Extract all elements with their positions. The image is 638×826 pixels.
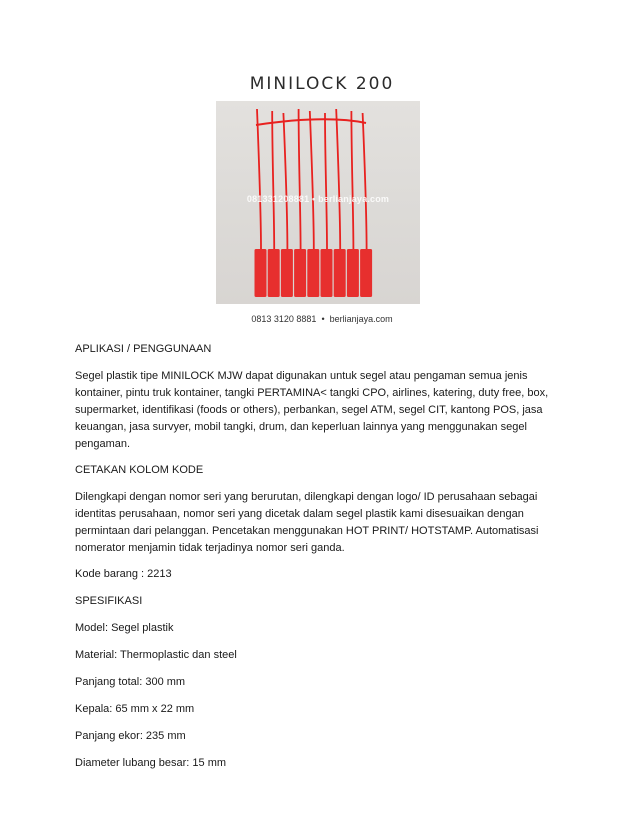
seal-tail	[310, 111, 314, 249]
section-heading-aplikasi: APLIKASI / PENGGUNAAN	[75, 343, 212, 355]
caption-phone: 0813 3120 8881	[251, 314, 317, 324]
paragraph-aplikasi: Segel plastik tipe MINILOCK MJW dapat digunakan untuk segel atau pengaman semua jenis kontainer, pintu truk kontainer, tangki PERTAMINA< tangki CPO, airlines, katering, duty free, box, supermarket, identifikasi (foods or others), perbankan, segel ATM, segel CIT, kantong POS, jasa keuangan, jasa survyer, mobil tangki, drum, dan keperluan lainnya yang menggunakan segel pengaman.	[75, 370, 549, 450]
seal-tail	[363, 113, 367, 249]
seal-tail	[299, 109, 301, 249]
spec-item: Kepala: 65 mm x 22 mm	[75, 703, 195, 715]
seal-head	[255, 249, 267, 297]
seal-tail	[283, 113, 287, 249]
spec-item: Panjang ekor: 235 mm	[75, 730, 186, 742]
figure-title: MINILOCK 200	[249, 74, 395, 94]
product-photo	[216, 101, 420, 304]
seal-tail	[351, 111, 353, 249]
section-heading-spesifikasi: SPESIFIKASI	[75, 595, 143, 607]
figure-caption	[206, 314, 438, 324]
document-body	[75, 341, 570, 782]
seal-tail	[325, 113, 327, 249]
seal-head	[307, 249, 319, 297]
seal-head	[321, 249, 333, 297]
paragraph-cetakan: Dilengkapi dengan nomor seri yang berurutan, dilengkapi dengan logo/ ID perusahaan sebagai identitas perusahaan, nomor seri yang dicetak dalam segel plastik kami disesuaikan dengan permintaan dari pelanggan. Pencetakan menggunakan HOT PRINT/ HOTSTAMP. Automatisasi nomerator menjamin tidak terjadinya nomor seri ganda.	[75, 491, 539, 554]
spec-item: Model: Segel plastik	[75, 622, 174, 634]
caption-dot: •	[321, 314, 325, 324]
section-heading-cetakan: CETAKAN KOLOM KODE	[75, 464, 204, 476]
seal-head	[281, 249, 293, 297]
seal-head	[268, 249, 280, 297]
spec-item: Diameter lubang besar: 15 mm	[75, 757, 227, 769]
photo-watermark: 081331208881 • berlianjaya.com	[246, 194, 390, 204]
spec-item: Material: Thermoplastic dan steel	[75, 649, 237, 661]
seal-tail	[336, 109, 340, 249]
product-figure	[206, 70, 438, 332]
seal-head	[294, 249, 306, 297]
seal-head	[347, 249, 359, 297]
seal-tail	[272, 111, 274, 249]
caption-site: berlianjaya.com	[329, 314, 393, 324]
spec-item: Panjang total: 300 mm	[75, 676, 186, 688]
kode-barang: Kode barang : 2213	[75, 568, 172, 580]
seal-head	[360, 249, 372, 297]
seal-tail	[257, 109, 261, 249]
seal-head	[334, 249, 346, 297]
